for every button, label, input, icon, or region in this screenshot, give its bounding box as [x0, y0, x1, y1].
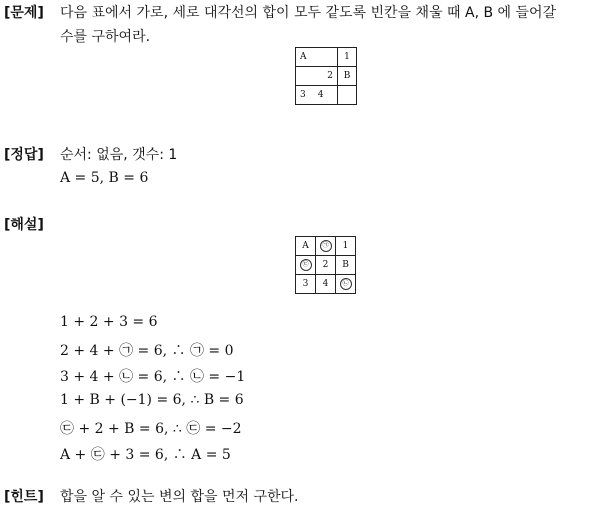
hint-tag: [힌트] — [4, 489, 44, 505]
problem-text-line1: 다음 표에서 가로, 세로 대각선의 합이 모두 같도록 빈칸을 채울 때 A, B 에 들어갈 — [60, 5, 557, 21]
solution-cell: B — [336, 256, 356, 275]
circled-label: ㉢ — [300, 259, 312, 271]
problem-cell: 2 — [296, 67, 338, 86]
solution-step: 1 + 2 + 3 = 6 — [60, 314, 158, 330]
solution-step: A + ㉢ + 3 = 6, ∴ A = 5 — [60, 447, 231, 463]
answer-tag: [정답] — [4, 147, 44, 163]
solution-step: 1 + B + (−1) = 6, ∴ B = 6 — [60, 392, 244, 408]
solution-grid — [295, 236, 356, 294]
circled-label: ㉠ — [320, 240, 332, 252]
solution-cell — [336, 275, 356, 294]
explanation-tag: [해설] — [4, 217, 44, 233]
solution-cell: A — [296, 237, 316, 256]
answer-line2: A = 5, B = 6 — [60, 170, 149, 186]
problem-cell: 1 — [338, 48, 357, 67]
problem-cell: B — [338, 67, 357, 86]
problem-text-line2: 수를 구하여라. — [60, 29, 151, 45]
circled-label: ㉡ — [340, 278, 352, 290]
solution-cell: 3 — [296, 275, 316, 294]
hint-text: 합을 알 수 있는 변의 합을 먼저 구한다. — [60, 489, 299, 505]
answer-line1: 순서: 없음, 갯수: 1 — [60, 147, 178, 163]
problem-grid — [295, 47, 357, 105]
solution-step: 3 + 4 + ㉡ = 6, ∴ ㉡ = −1 — [60, 369, 246, 385]
solution-step: ㉢ + 2 + B = 6, ∴ ㉢ = −2 — [60, 421, 242, 437]
solution-cell: 4 — [316, 275, 336, 294]
solution-cell: 2 — [316, 256, 336, 275]
solution-step: 2 + 4 + ㉠ = 6, ∴ ㉠ = 0 — [60, 343, 234, 359]
problem-cell: A — [296, 48, 338, 67]
problem-tag: [문제] — [4, 5, 44, 21]
problem-cell: 3 4 — [296, 86, 338, 105]
solution-cell — [296, 256, 316, 275]
solution-cell: 1 — [336, 237, 356, 256]
problem-cell — [338, 86, 357, 105]
solution-cell — [316, 237, 336, 256]
